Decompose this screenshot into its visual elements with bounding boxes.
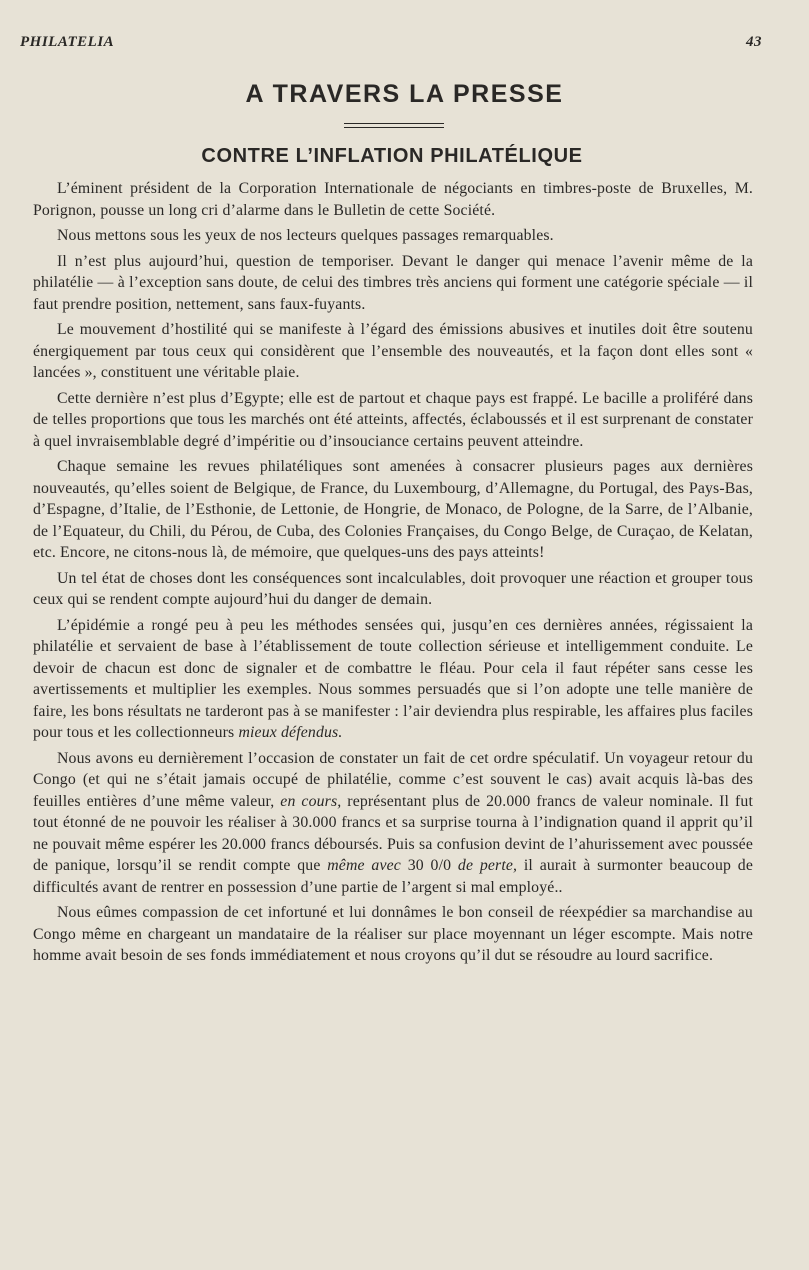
paragraph: L’éminent président de la Corporation Internationale de négociants en timbres-poste de Bruxelles, M. Porignon, pousse un long cri d’alarme dans le Bulletin de cette Société.	[33, 180, 753, 219]
journal-name: PHILATELIA	[20, 34, 115, 50]
paragraph: Chaque semaine les revues philatéliques sont amenées à consacrer plusieurs pages aux dernières nouveautés, qu’elles soient de Belgique, de France, du Luxembourg, d’Allemagne, du Portugal, des Pays-Bas, d’Espagne, d’Italie, de l’Esthonie, de Lettonie, de Hongrie, de Monaco, de Pologne, de la Sarre, de l’Albanie, de l’Equateur, du Chili, du Pérou, de Cuba, des Colonies Françaises, du Congo Belge, de Curaçao, de Kelatan, etc. Encore, ne citons-nous là, de mémoire, que quelques-uns des pays atteints!	[33, 458, 753, 561]
paragraph: Un tel état de choses dont les conséquences sont incalculables, doit provoquer une réaction et grouper tous ceux qui se rendent compte aujourd’hui du danger de demain.	[33, 569, 753, 608]
title-rule-top	[344, 123, 444, 124]
title-rule-bottom	[344, 127, 444, 128]
paragraph: Nous mettons sous les yeux de nos lecteurs quelques passages remarquables.	[57, 227, 554, 244]
article-subtitle: CONTRE L’INFLATION PHILATÉLIQUE	[201, 145, 583, 167]
paragraph: Cette dernière n’est plus d’Egypte; elle est de partout et chaque pays est frappé. Le bacille a proliféré dans de telles proportions que tous les marchés ont été atteints, affectés, éclaboussés et il est surprenant de constater à quel invraisemblable degré d’impéritie ou d’insouciance certains peuvent atteindre.	[33, 389, 753, 450]
article-body	[33, 178, 753, 971]
paragraph: L’épidémie a rongé peu à peu les méthodes sensées qui, jusqu’en ces dernières années, régissaient la philatélie et servaient de base à l’établissement de toute collection sérieuse et intelligemment conduite. Le devoir de chacun est donc de signaler et de combattre le fléau. Pour cela il faut répéter sans cesse les avertissements et multiplier les exemples. Nous sommes persuadés que si l’on adopte une telle manière de faire, les bons résultats ne tarderont pas à se manifester : l’air deviendra plus respirable, les affaires plus faciles pour tous et les collectionneurs mieux défendus.	[33, 616, 753, 741]
running-head	[20, 34, 762, 51]
page-number: 43	[746, 34, 762, 50]
paragraph: Le mouvement d’hostilité qui se manifeste à l’égard des émissions abusives et inutiles doit être soutenu énergiquement par tous ceux qui considèrent que l’ensemble des nouveautés, et la façon dont elles sont « lancées », constituent une véritable plaie.	[33, 321, 753, 381]
article-title: A TRAVERS LA PRESSE	[245, 80, 564, 108]
paragraph: Nous avons eu dernièrement l’occasion de constater un fait de cet ordre spéculatif. Un voyageur retour du Congo (et qui ne s’était jamais occupé de philatélie, comme c’est souvent le cas) avait acquis là-bas des feuilles entières d’une même valeur, en cours, représentant plus de 20.000 francs de valeur nominale. Il fut tout étonné de ne pouvoir les réaliser à 30.000 francs et sa surprise tourna à l’indignation quand il apprit qu’il ne pouvait même espérer les 20.000 francs déboursés. Puis sa confusion devint de l’ahurissement avec poussée de panique, lorsqu’il se rendit compte que même avec 30 0/0 de perte, il aurait à surmonter beaucoup de difficultés avant de rentrer en possession d’une partie de l’argent si mal employé..	[33, 749, 754, 896]
paragraph: Il n’est plus aujourd’hui, question de temporiser. Devant le danger qui menace l’avenir même de la philatélie — à l’exception sans doute, de celui des timbres très anciens qui forment une catégorie spéciale — il faut prendre position, nettement, sans faux-fuyants.	[33, 252, 753, 313]
paragraph: Nous eûmes compassion de cet infortuné et lui donnâmes le bon conseil de réexpédier sa marchandise au Congo même en chargeant un mandataire de la réaliser sur place moyennant un léger escompte. Mais notre homme avait besoin de ses fonds immédiatement et nous croyons qu’il dut se résoudre au lourd sacrifice.	[33, 904, 753, 964]
